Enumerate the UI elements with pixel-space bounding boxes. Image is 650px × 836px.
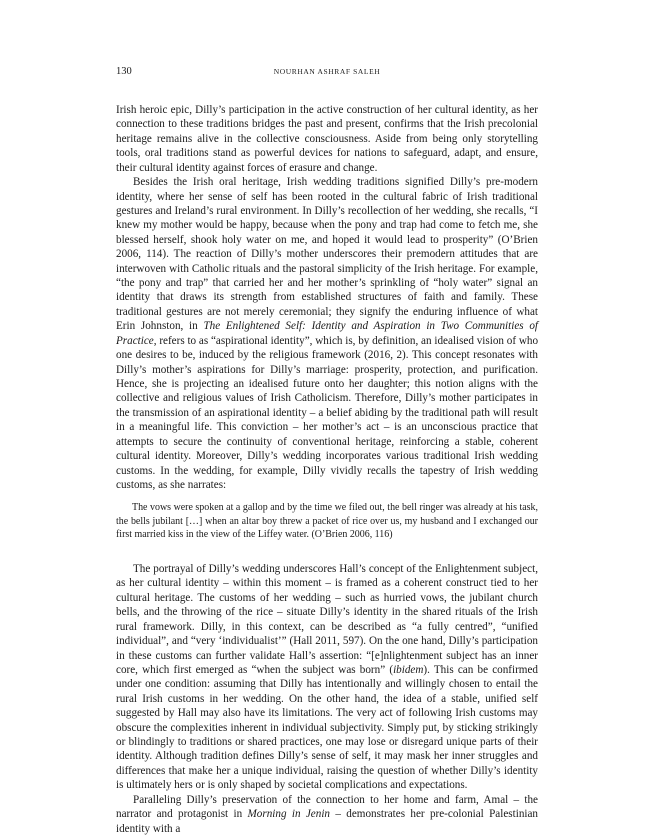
block-quote: [116, 501, 538, 541]
text-segment: – demonstrates her pre-colonial Palestinian identity with a: [116, 808, 539, 835]
paragraph: [116, 103, 538, 175]
paragraphs-after-quote: [116, 562, 538, 836]
italic-title: Morning in Jenin: [247, 808, 330, 821]
italic-title: ibidem: [393, 663, 424, 676]
text-segment: , refers to as “aspirational identity”, which is, by definition, an idealised vision of who one desires to be, induced by the religious framework (2016, 2). This concept resonates with Dilly’s mother’s aspirations for Dilly’s marriage: prosperity, protection, and purification. Hence, she is projecting an idealised future onto her daughter; this notion aligns with the collective and religious values of Irish Catholicism. Therefore, Dilly’s mother participates in the transmission of an aspirational identity – a belief abiding by the traditional path will result in a meaningful life. This conviction – her mother’s act – is an unconscious practice that attempts to secure the continuity of conventional heritage, reinforcing a stable, coherent cultural identity. Moreover, Dilly’s wedding incorporates various traditional Irish wedding customs. In the wedding, for example, Dilly vividly recalls the tapestry of Irish wedding customs, as she narrates:: [116, 334, 539, 491]
block-quote-text: The vows were spoken at a gallop and by the time we filed out, the bell ringer was already at his task, the bells jubilant […] when an altar boy threw a packet of rice over us, my husband and I exchanged our first married kiss in the view of the Liffey water. (O’Brien 2006, 116): [116, 502, 538, 540]
text-segment: The portrayal of Dilly’s wedding underscores Hall’s concept of the Enlightenment subject, as her cultural identity – within this moment – is framed as a coherent construct tied to her cultural heritage. The customs of her wedding – such as hurried vows, the jubilant church bells, and the throwing of the rice – situate Dilly’s identity in the shared rituals of the Irish rural framework. Dilly, in this context, can be described as “a fully centred”, “unified individual”, and “very ‘individualist’” (Hall 2011, 597). On the one hand, Dilly’s participation in these customs can further validate Hall’s assertion: “[e]nlightenment subject has an inner core, which first emerged as “when the subject was born” (: [116, 563, 538, 676]
italic-title: The Enlightened Self: Identity and Aspiration in Two Communities of Practice: [116, 320, 539, 347]
page-number: 130: [116, 66, 132, 77]
paragraph: [116, 562, 538, 793]
paragraph: [116, 175, 538, 492]
text-segment: Paralleling Dilly’s preservation of the connection to her home and farm, Amal – the narrator and protagonist in: [116, 793, 538, 821]
text-segment: Besides the Irish oral heritage, Irish wedding traditions signified Dilly’s pre-modern identity, where her sense of self has been rooted in the cultural fabric of Irish traditional gestures and Ireland’s rural environment. In Dilly’s recollection of her wedding, she recalls, “I knew my mother would be happy, because when the pony and trap had come to fetch me, she blessed herself, shook holy water on me, and hoped it would lead to prosperity” (O’Brien 2006, 114). The reaction of Dilly’s mother underscores their premodern attitudes that are interwoven with Catholic rituals and the pastoral simplicity of the Irish heritage. For example, “the pony and trap” that carried her and her mother’s sprinkling of “holy water” signal an identity that draws its strength from established structures of faith and family. These traditional gestures are not merely ceremonial; they signify the enduring influence of what Erin Johnston, in: [116, 176, 538, 333]
text-segment: ). This can be confirmed under one condition: assuming that Dilly has intentionally and willingly chosen to entail the rural Irish customs in her wedding. On the other hand, the idea of a stable, unified self suggested by Hall may also have its limitations. The very act of following Irish customs may obscure the complexities inherent in individual subjectivity. Simply put, by sticking strikingly or blindingly to traditions or shared practices, one may lose or disregard unique parts of their identity. Although tradition defines Dilly’s sense of self, it may mask her inner struggles and differences that make her a unique individual, raising the question of whether Dilly’s identity is ultimately hers or is only shaped by societal complications and expectations.: [116, 663, 538, 792]
body-text: [116, 103, 538, 836]
paragraphs-before-quote: [116, 103, 538, 492]
text-segment: Irish heroic epic, Dilly’s participation in the active construction of her cultural identity, as her connection to these traditions bridges the past and present, confirms that the Irish precolonial heritage remains alive in the collective consciousness. Aside from being only storytelling tools, oral traditions stand as powerful devices for nations to safeguard, adapt, and ensure, their cultural identity against forces of erasure and change.: [116, 104, 538, 174]
running-head: [116, 66, 538, 80]
paragraph: [116, 793, 538, 836]
running-title: NOURHAN ASHRAF SALEH: [273, 67, 381, 76]
